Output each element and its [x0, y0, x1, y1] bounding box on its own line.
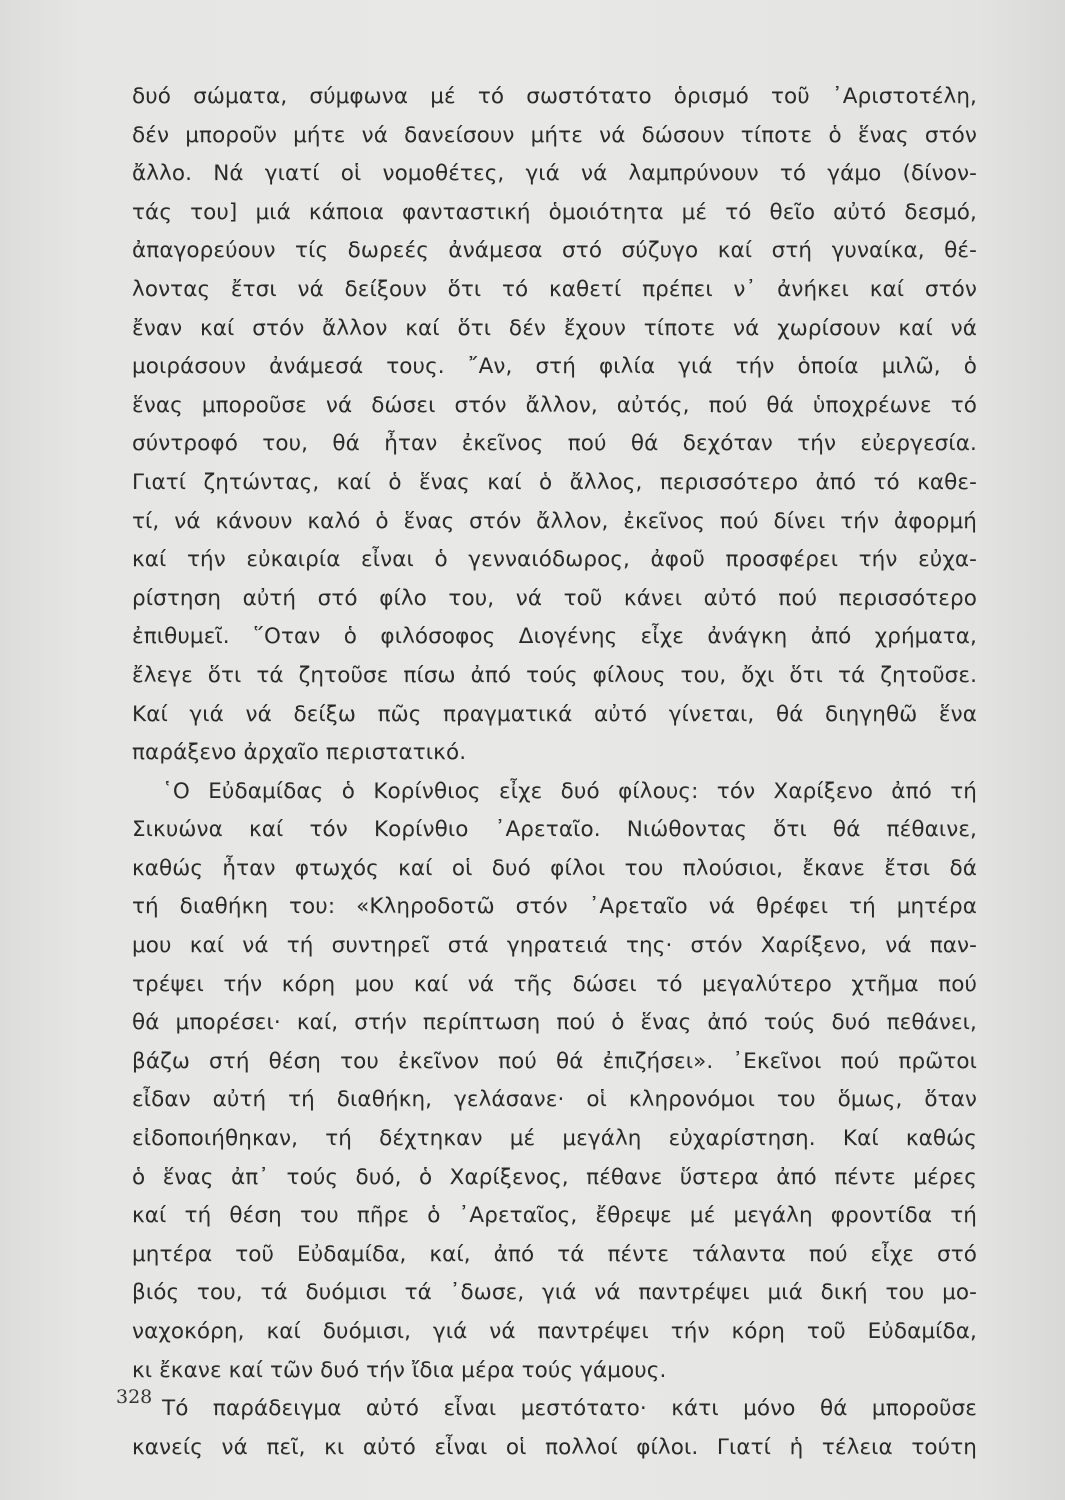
text-line: ναχοκόρη, καί δυόμισι, γιά νά παντρέψει τήν κόρη τοῦ Εὐδαμίδα, — [132, 1319, 977, 1344]
text-line: ἔναν καί στόν ἄλλον καί ὅτι δέν ἔχουν τίποτε νά χωρίσουν καί νά — [132, 315, 977, 341]
body-text — [132, 78, 977, 1467]
text-line: θά μπορέσει· καί, στήν περίπτωση πού ὁ ἕνας ἀπό τούς δυό πεθάνει, — [132, 1010, 977, 1036]
text-line: τρέψει τήν κόρη μου καί νά τῆς δώσει τό μεγαλύτερο χτῆμα πού — [132, 971, 977, 997]
text-line: καί τή θέση του πῆρε ὁ ᾿Αρεταῖος, ἔθρεψε μέ μεγάλη φροντίδα τή — [132, 1203, 977, 1229]
text-line: καθώς ἦταν φτωχός καί οἱ δυό φίλοι του πλούσιοι, ἔκανε ἔτσι δά — [132, 855, 977, 881]
text-line: καί τήν εὐκαιρία εἶναι ὁ γενναιόδωρος, ἀφοῦ προσφέρει τήν εὐχα- — [132, 547, 977, 573]
text-line: τή διαθήκη του: «Κληροδοτῶ στόν ᾿Αρεταῖο νά θρέφει τή μητέρα — [132, 894, 977, 920]
text-line: μοιράσουν ἀνάμεσά τους. ῎Αν, στή φιλία γιά τήν ὁποία μιλῶ, ὁ — [132, 354, 977, 380]
text-line: Σικυώνα καί τόν Κορίνθιο ᾿Αρεταῖο. Νιώθοντας ὅτι θά πέθαινε, — [132, 817, 977, 843]
text-line: ρίστηση αὐτή στό φίλο του, νά τοῦ κάνει αὐτό πού περισσότερο — [132, 585, 977, 611]
text-line: ἕνας μποροῦσε νά δώσει στόν ἄλλον, αὐτός, πού θά ὑποχρέωνε τό — [132, 392, 977, 418]
text-line: ὁ ἕνας ἀπ᾿ τούς δυό, ὁ Χαρίξενος, πέθανε ὕστερα ἀπό πέντε μέρες — [132, 1164, 977, 1190]
text-line: παράξενο ἀρχαῖο περιστατικό. — [132, 740, 467, 766]
text-line: εἰδοποιήθηκαν, τή δέχτηκαν μέ μεγάλη εὐχαρίστηση. Καί καθώς — [132, 1126, 977, 1152]
page-number: 328 — [116, 1386, 153, 1408]
text-line: βάζω στή θέση του ἐκεῖνον πού θά ἐπιζήσει». ᾿Εκεῖνοι πού πρῶτοι — [132, 1048, 977, 1074]
text-line: δυό σώματα, σύμφωνα μέ τό σωστότατο ὁρισμό τοῦ ᾿Αριστοτέλη, — [132, 84, 977, 109]
text-line: σύντροφό του, θά ἦταν ἐκεῖνος πού θά δεχόταν τήν εὐεργεσία. — [132, 431, 977, 457]
text-line: τάς του] μιά κάποια φανταστική ὁμοιότητα μέ τό θεῖο αὐτό δεσμό, — [132, 199, 977, 225]
text-line: κι ἔκανε καί τῶν δυό τήν ἴδια μέρα τούς γάμους. — [132, 1357, 667, 1383]
text-line: Καί γιά νά δείξω πῶς πραγματικά αὐτό γίνεται, θά διηγηθῶ ἕνα — [132, 701, 977, 727]
text-line: μητέρα τοῦ Εὐδαμίδα, καί, ἀπό τά πέντε τάλαντα πού εἶχε στό — [132, 1241, 977, 1267]
text-line: ἔλεγε ὅτι τά ζητοῦσε πίσω ἀπό τούς φίλους του, ὄχι ὅτι τά ζητοῦσε. — [132, 662, 977, 688]
text-line: ἄλλο. Νά γιατί οἱ νομοθέτες, γιά νά λαμπρύνουν τό γάμο (δίνον- — [132, 161, 977, 187]
text-line: Τό παράδειγμα αὐτό εἶναι μεστότατο· κάτι μόνο θά μποροῦσε — [162, 1396, 977, 1422]
text-line: ῾Ο Εὐδαμίδας ὁ Κορίνθιος εἶχε δυό φίλους: τόν Χαρίξενο ἀπό τή — [162, 778, 977, 804]
text-line: τί, νά κάνουν καλό ὁ ἕνας στόν ἄλλον, ἐκεῖνος πού δίνει τήν ἀφορμή — [132, 508, 977, 534]
text-line: εἶδαν αὐτή τή διαθήκη, γελάσανε· οἱ κληρονόμοι του ὅμως, ὅταν — [132, 1087, 977, 1113]
text-line: λοντας ἔτσι νά δείξουν ὅτι τό καθετί πρέπει ν᾿ ἀνήκει καί στόν — [132, 276, 977, 302]
text-line: ἀπαγορεύουν τίς δωρεές ἀνάμεσα στό σύζυγο καί στή γυναίκα, θέ- — [132, 238, 977, 264]
text-line: ἐπιθυμεῖ. ῞Οταν ὁ φιλόσοφος Διογένης εἶχε ἀνάγκη ἀπό χρήματα, — [132, 624, 977, 650]
text-line: κανείς νά πεῖ, κι αὐτό εἶναι οἱ πολλοί φίλοι. Γιατί ἡ τέλεια τούτη — [132, 1434, 977, 1460]
text-line: δέν μποροῦν μήτε νά δανείσουν μήτε νά δώσουν τίποτε ὁ ἕνας στόν — [132, 122, 977, 148]
text-line: μου καί νά τή συντηρεῖ στά γηρατειά της· στόν Χαρίξενο, νά παν- — [132, 933, 977, 959]
text-line: βιός του, τά δυόμισι τά ᾿δωσε, γιά νά παντρέψει μιά δική του μο- — [132, 1280, 977, 1306]
text-line: Γιατί ζητώντας, καί ὁ ἕνας καί ὁ ἄλλος, περισσότερο ἀπό τό καθε- — [132, 469, 977, 495]
